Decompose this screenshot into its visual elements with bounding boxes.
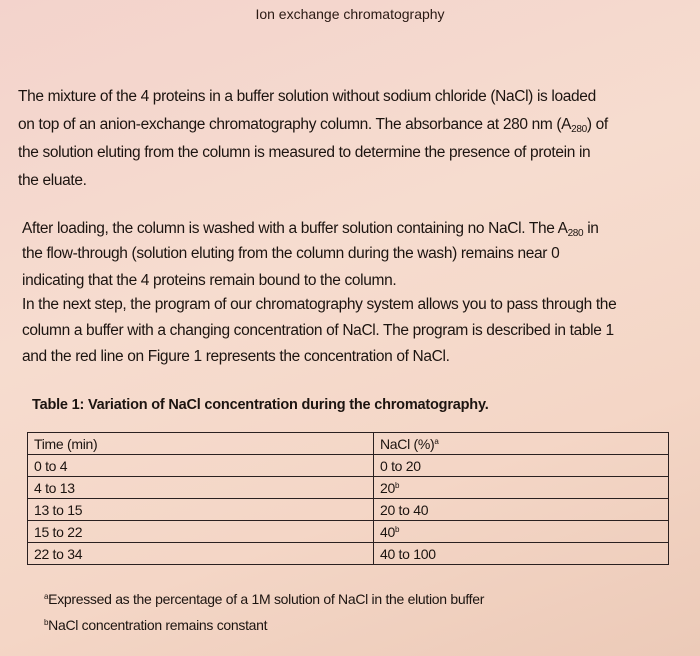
paragraph-2-line: column a buffer with a changing concentration of NaCl. The program is described in table 1 xyxy=(22,322,614,339)
cell-nacl xyxy=(374,499,669,521)
text: Expressed as the percentage of a 1M solution of NaCl in the elution buffer xyxy=(48,591,485,607)
paragraph-2-line xyxy=(22,219,599,244)
text: NaCl (%) xyxy=(380,435,435,452)
text: on top of an anion-exchange chromatography column. The absorbance at 280 nm (A xyxy=(18,116,572,133)
nacl-table xyxy=(27,432,669,565)
text: ) of xyxy=(586,116,608,133)
table-row xyxy=(28,455,669,477)
text: NaCl concentration remains constant xyxy=(48,617,268,633)
table-caption: Table 1: Variation of NaCl concentration during the chromatography. xyxy=(32,397,489,413)
footnote-mark: b xyxy=(394,480,400,490)
page-title: Ion exchange chromatography xyxy=(255,6,445,22)
subscript: 280 xyxy=(571,124,587,135)
subscript: 280 xyxy=(567,228,584,239)
text: 20 xyxy=(380,479,395,496)
footnote-mark: a xyxy=(434,436,439,446)
paragraph-1-line: the solution eluting from the column is measured to determine the presence of protein in xyxy=(18,144,591,161)
text: 40 xyxy=(380,523,395,540)
footnote-mark: a xyxy=(44,592,49,601)
footnote-mark: b xyxy=(44,618,49,627)
cell-nacl xyxy=(374,477,669,499)
cell-time: 0 to 4 xyxy=(28,455,374,477)
table-row xyxy=(28,477,669,499)
text: in xyxy=(583,220,599,237)
cell-nacl xyxy=(374,543,669,565)
cell-time: 15 to 22 xyxy=(28,521,374,543)
table-row xyxy=(28,521,669,543)
table-row xyxy=(28,543,669,565)
cell-nacl xyxy=(374,521,669,543)
paragraph-2-line: In the next step, the program of our chromatography system allows you to pass through the xyxy=(22,296,617,313)
paragraph-2-line: indicating that the 4 proteins remain bound to the column. xyxy=(22,272,397,289)
paragraph-2-line: the flow-through (solution eluting from the column during the wash) remains near 0 xyxy=(22,245,560,262)
text: After loading, the column is washed with a buffer solution containing no NaCl. The A xyxy=(22,220,568,237)
paragraph-1-line: The mixture of the 4 proteins in a buffer solution without sodium chloride (NaCl) is loaded xyxy=(18,88,596,105)
cell-nacl xyxy=(374,455,669,477)
cell-time: 4 to 13 xyxy=(28,477,374,499)
footnote-a xyxy=(44,591,484,607)
table-header-row xyxy=(28,433,669,455)
paragraph-1-line: the eluate. xyxy=(18,172,87,189)
table-row xyxy=(28,499,669,521)
text: 0 to 20 xyxy=(380,457,421,474)
cell-time: 22 to 34 xyxy=(28,543,374,565)
text: 40 to 100 xyxy=(380,545,436,562)
footnote-mark: b xyxy=(394,524,400,534)
header-nacl xyxy=(374,433,669,455)
text: 20 to 40 xyxy=(380,501,429,518)
footnote-b xyxy=(44,617,267,633)
cell-time: 13 to 15 xyxy=(28,499,374,521)
header-time: Time (min) xyxy=(28,433,374,455)
paragraph-2-line: and the red line on Figure 1 represents the concentration of NaCl. xyxy=(22,348,450,365)
paragraph-1-line xyxy=(18,115,608,140)
